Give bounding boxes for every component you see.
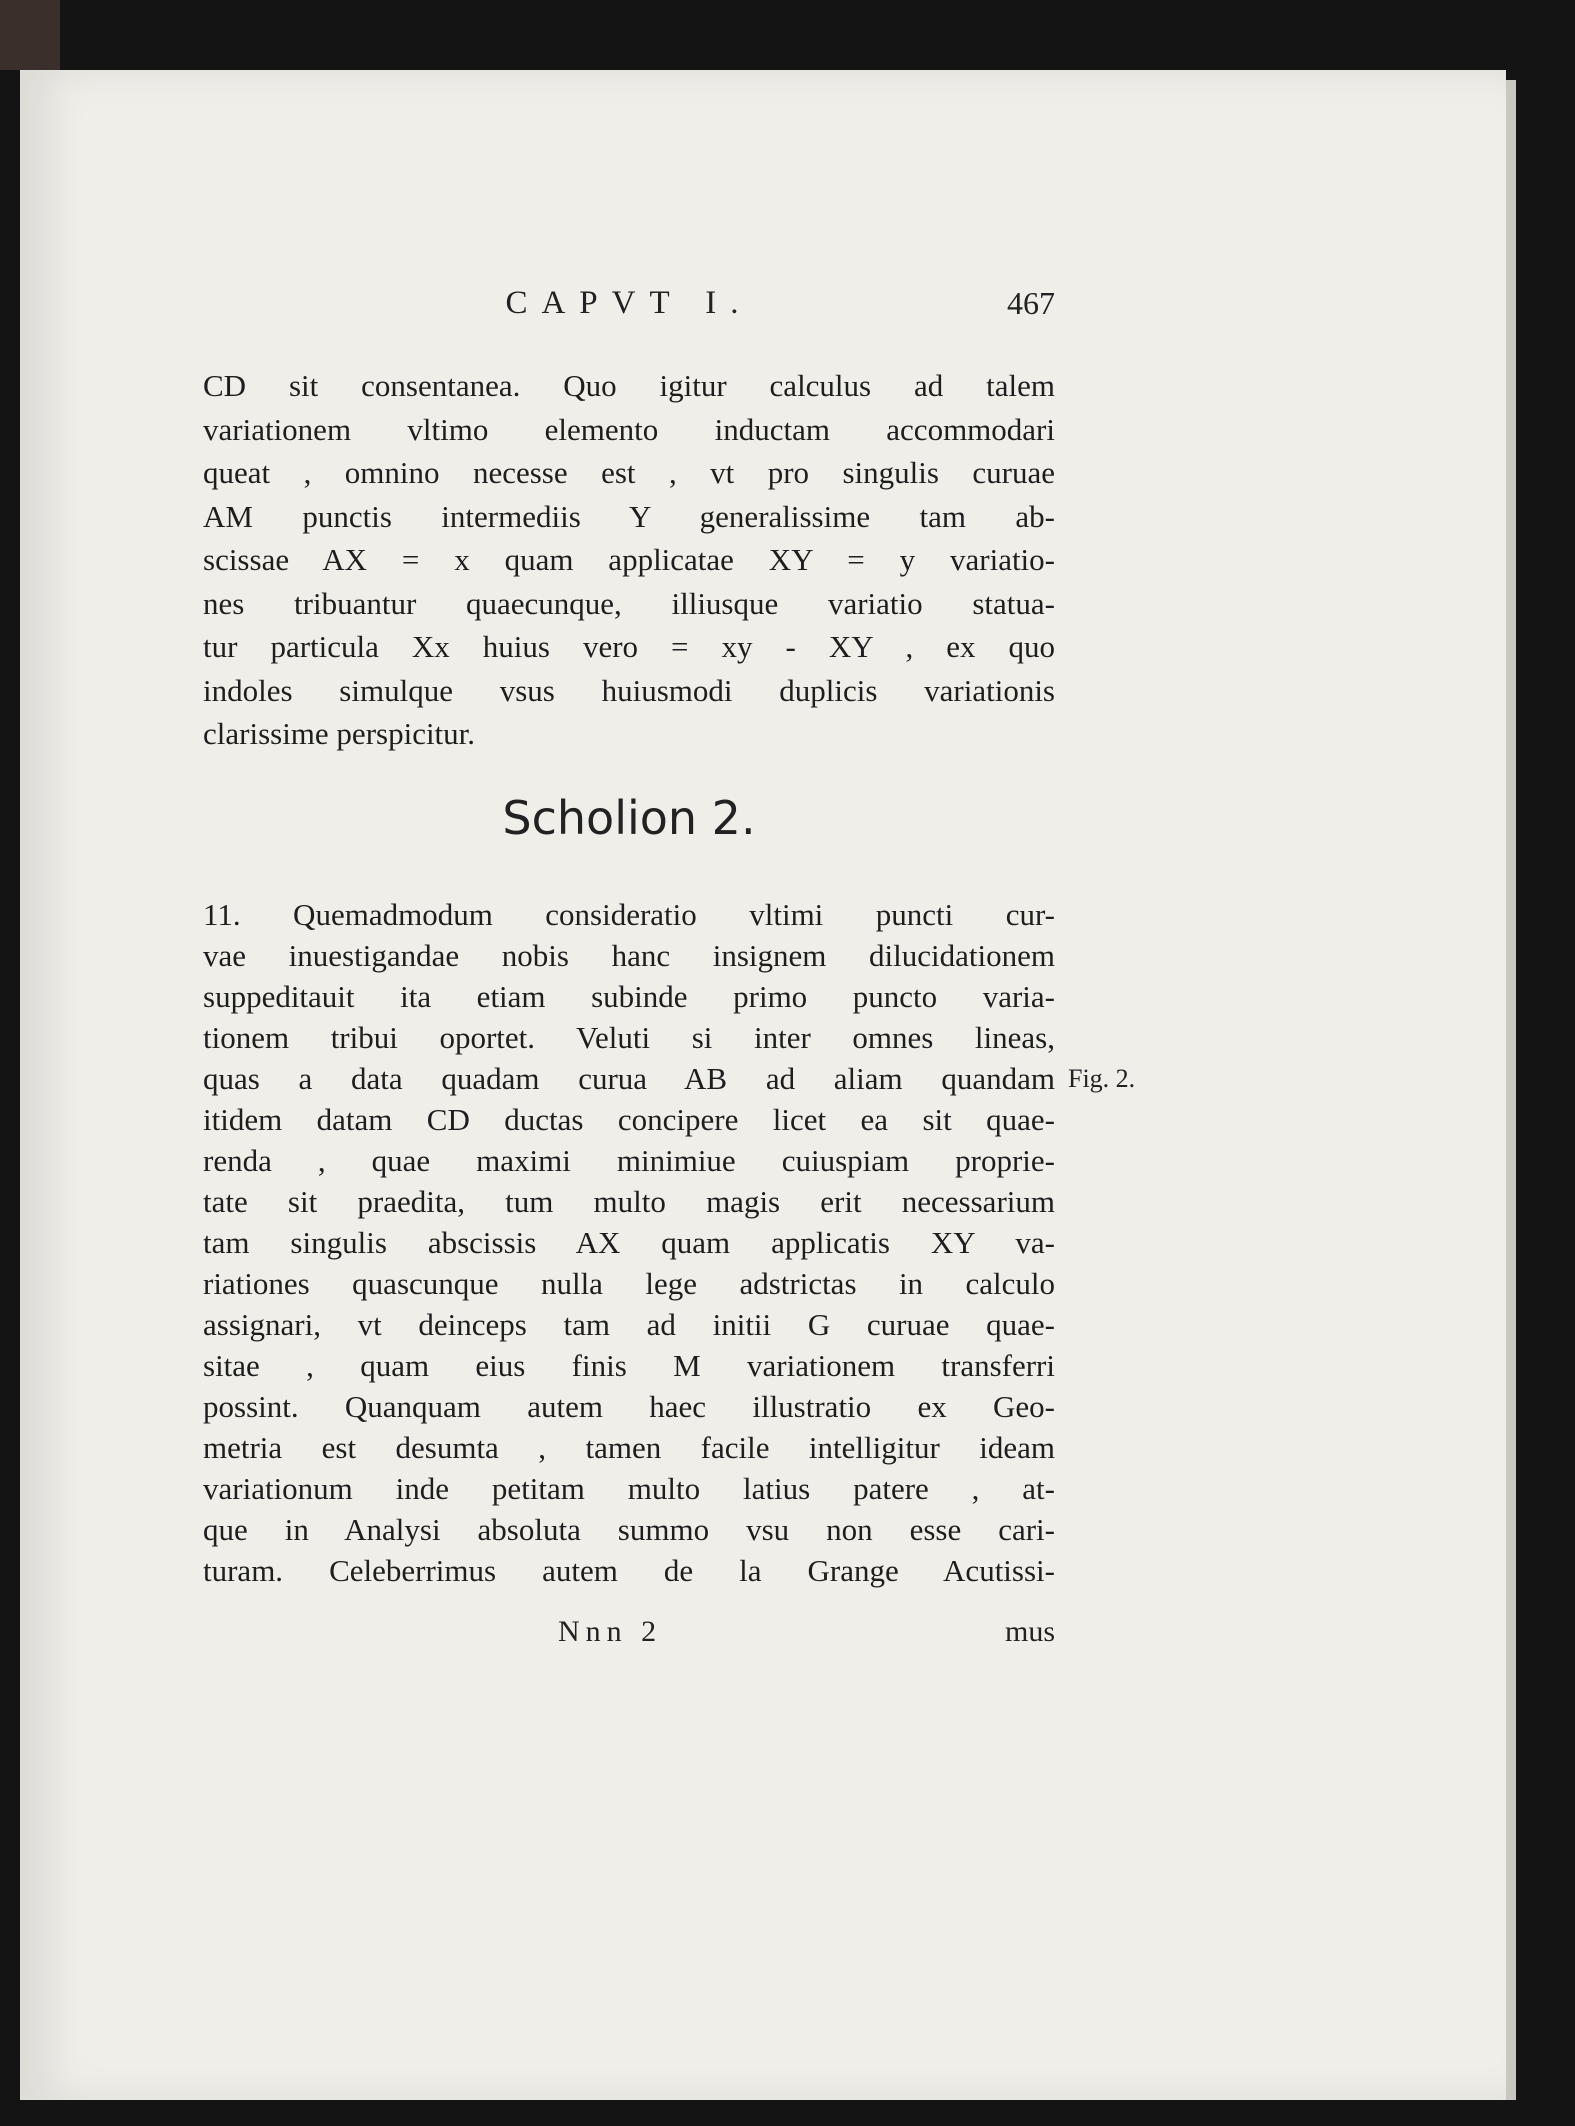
text-line: vae inuestigandae nobis hanc insignem dilucidationem (203, 938, 1055, 973)
paragraph-2 (203, 894, 1055, 1591)
text-line: sitae , quam eius finis M variationem transferri (203, 1348, 1055, 1383)
text-line: riationes quascunque nulla lege adstrictas in calculo (203, 1266, 1055, 1301)
text-line: suppeditauit ita etiam subinde primo puncto varia- (203, 979, 1055, 1014)
text-line: tur particula Xx huius vero = xy - XY , ex quo (203, 629, 1055, 664)
text-line: tate sit praedita, tum multo magis erit necessarium (203, 1184, 1055, 1219)
catchword: mus (1004, 1615, 1055, 1648)
text-line: AM punctis intermediis Y generalissime tam ab- (203, 498, 1055, 534)
text-line: tam singulis abscissis AX quam applicatis XY va- (203, 1225, 1055, 1260)
text-line: quas a data quadam curua AB ad aliam quandam (203, 1061, 1055, 1096)
text-line: que in Analysi absoluta summo vsu non esse cari- (203, 1512, 1055, 1547)
running-head: CAPVT I. (505, 285, 753, 321)
text-line: variationem vltimo elemento inductam accommodari (203, 411, 1055, 447)
text-line: indoles simulque vsus huiusmodi duplicis variationis (203, 672, 1055, 708)
text-line: itidem datam CD ductas concipere licet ea sit quae- (203, 1102, 1055, 1137)
text-line: tionem tribui oportet. Veluti si inter omnes lineas, (203, 1020, 1055, 1055)
page-number: 467 (1007, 285, 1055, 321)
text-line: nes tribuantur quaecunque, illiusque variatio statua- (203, 585, 1055, 621)
text-line: turam. Celeberrimus autem de la Grange Acutissi- (203, 1553, 1055, 1588)
text-line: scissae AX = x quam applicatae XY = y variatio- (203, 542, 1055, 577)
text-line: queat , omnino necesse est , vt pro singulis curuae (203, 455, 1055, 490)
page-edge (1506, 80, 1516, 2100)
page-footer (203, 1612, 1055, 1652)
text-line: metria est desumta , tamen facile intelligitur ideam (203, 1430, 1055, 1465)
section-heading: Scholion 2. (502, 791, 756, 845)
text-line: renda , quae maximi minimiue cuiuspiam proprie- (203, 1143, 1055, 1178)
text-line: CD sit consentanea. Quo igitur calculus ad talem (203, 368, 1055, 403)
page-header (203, 285, 1055, 335)
paragraph-1 (203, 364, 1055, 756)
text-line: possint. Quanquam autem haec illustratio ex Geo- (203, 1389, 1055, 1424)
book-binding (0, 0, 60, 70)
signature-mark: Nnn 2 (558, 1615, 663, 1648)
text-line: assignari, vt deinceps tam ad initii G curuae quae- (203, 1307, 1055, 1342)
text-line: clarissime perspicitur. (203, 716, 476, 751)
text-line: 11. Quemadmodum consideratio vltimi puncti cur- (203, 897, 1055, 932)
text-line: variationum inde petitam multo latius patere , at- (203, 1471, 1055, 1506)
figure-reference: Fig. 2. (1068, 1064, 1136, 1093)
